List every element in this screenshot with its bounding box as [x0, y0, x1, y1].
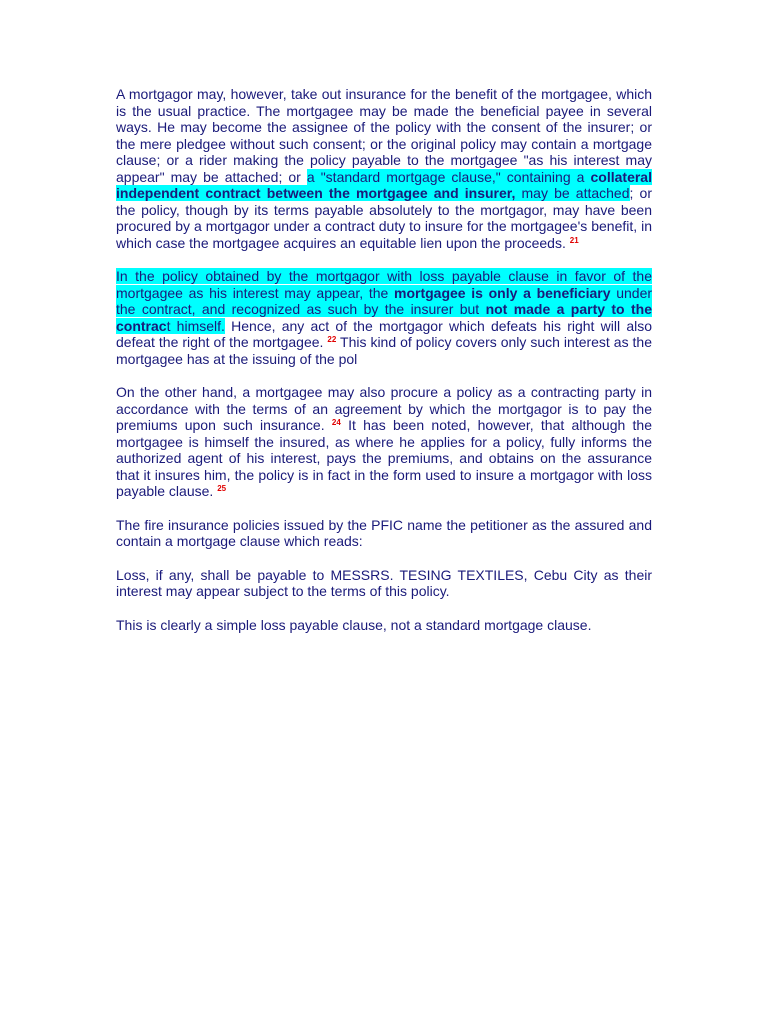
text-span: ; or the policy, though by its terms payable absolutely to the mortgagor, may have been procured by a mortgagor under a contract duty to insure for the mortgagee's benefit, in which case the mortgagee acquires an equitable lien upon the proceeds. [116, 185, 652, 251]
text-span: Hence, any act of the mortgagor which defeats his right will also defeat the right of the mortgagee. [116, 317, 652, 350]
text-span: It has been noted, however, that although the mortgagee is himself the insured, as where he applies for a policy, fully informs the authorized agent of his interest, pays the premiums, and obtains on the assurance that it insures him, the policy is in fact in the form used to insure a mortgagor with loss payable clause. [116, 417, 653, 499]
document-page [116, 86, 652, 650]
footnote-ref-25: 25 [217, 484, 227, 493]
paragraph-pfic-policies: The fire insurance policies issued by the PFIC name the petitioner as the assured and contain a mortgage clause which reads: [116, 516, 652, 549]
paragraph-quoted-clause: Loss, if any, shall be payable to MESSRS. TESING TEXTILES, Cebu City as their interest may appear subject to the terms of this policy. [116, 566, 652, 599]
paragraph-loss-payable-policy [116, 268, 652, 367]
footnote-ref-22: 22 [327, 335, 337, 344]
text-span: On the other hand, a mortgagee may also procure a policy as a contracting party in accordance with the terms of an agreement by which the mortgagor is to pay the premiums upon such insurance. [116, 384, 652, 433]
text-span: This kind of policy covers only such interest as the mortgagee has at the issuing of the pol [116, 334, 653, 367]
paragraph-conclusion: This is clearly a simple loss payable clause, not a standard mortgage clause. [116, 616, 592, 633]
highlighted-text: a "standard mortgage clause," containing a collateral independent contract between the mortgagee and insurer, may be attached [116, 168, 652, 201]
bold-highlighted-text: collateral independent contract between the mortgagee and insurer, [116, 168, 652, 201]
highlighted-text: In the policy obtained by the mortgagor with loss payable clause in favor of the mortgagee as his interest may appear, the mortgagee is only a beneficiary under the contract, and recognized as such by the insurer but not made a party to the contract himself. [116, 268, 653, 334]
paragraph-mortgagor-insurance [116, 86, 652, 251]
paragraph-mortgagee-procures-policy [116, 384, 652, 500]
text-span: A mortgagor may, however, take out insurance for the benefit of the mortgagee, which is the usual practice. The mortgagee may be made the beneficial payee in several ways. He may become the assignee of the policy with the consent of the insurer; or the mere pledgee without such consent; or the original policy may contain a mortgage clause; or a rider making the policy payable to the mortgagee "as his interest may appear" may be attached; or [116, 86, 652, 185]
footnote-ref-21: 21 [569, 235, 579, 245]
bold-highlighted-text: not made a party to the contrac [116, 301, 652, 334]
bold-highlighted-text: mortgagee is only a beneficiary [394, 284, 611, 301]
footnote-ref-24: 24 [331, 418, 341, 427]
